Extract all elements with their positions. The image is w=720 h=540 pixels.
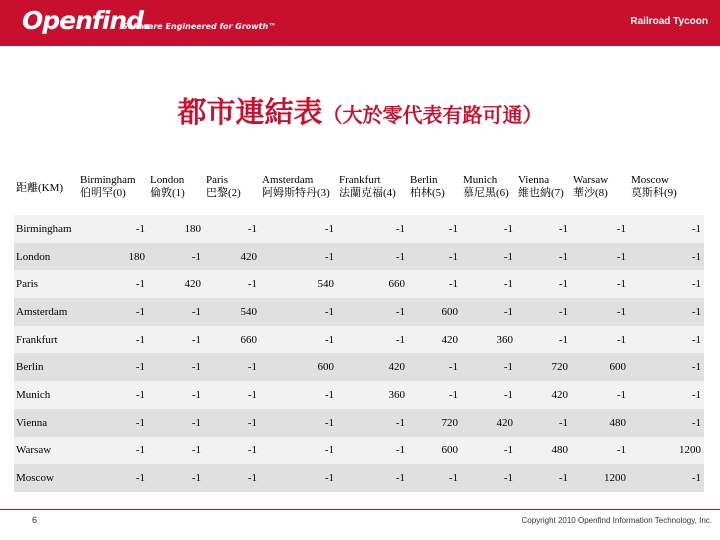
row-header-city: Amsterdam [14,298,78,326]
distance-cell: -1 [260,215,337,243]
distance-cell: -1 [148,353,204,381]
table-row [14,298,704,326]
distance-cell: -1 [337,326,408,354]
distance-cell: 180 [78,243,148,271]
distance-cell: 600 [408,298,461,326]
table-row [14,215,704,243]
distance-cell: -1 [629,353,704,381]
table-row [14,326,704,354]
column-header-zh: 華沙(8) [573,186,608,199]
distance-cell: -1 [408,381,461,409]
column-header-zh: 法蘭克福(4) [339,186,396,199]
copyright-text: Copyright 2010 Openfind Information Technology, Inc. [521,516,712,525]
table-body [14,215,704,492]
distance-cell: -1 [516,270,571,298]
column-header [571,158,629,215]
distance-cell: -1 [571,243,629,271]
distance-cell: 360 [461,326,516,354]
distance-cell: 540 [260,270,337,298]
distance-cell: -1 [337,215,408,243]
distance-cell: -1 [571,381,629,409]
row-header-city: Berlin [14,353,78,381]
distance-cell: -1 [461,215,516,243]
distance-cell: -1 [629,409,704,437]
distance-cell: 660 [204,326,260,354]
slide-title-main: 都市連結表 [177,95,323,129]
distance-cell: -1 [516,326,571,354]
row-header-city: Munich [14,381,78,409]
distance-cell: -1 [408,270,461,298]
distance-cell: -1 [148,298,204,326]
row-header-city: Frankfurt [14,326,78,354]
distance-cell: -1 [337,409,408,437]
city-distance-table [14,158,704,492]
distance-cell: 1200 [571,464,629,492]
distance-cell: -1 [516,409,571,437]
column-header [148,158,204,215]
distance-cell: -1 [408,353,461,381]
column-header [337,158,408,215]
distance-cell: -1 [148,381,204,409]
row-header-city: Birmingham [14,215,78,243]
distance-cell: -1 [204,464,260,492]
distance-cell: 420 [408,326,461,354]
distance-cell: -1 [461,243,516,271]
distance-cell: -1 [204,270,260,298]
table-row [14,409,704,437]
distance-cell: 420 [516,381,571,409]
column-header-zh: 維也納(7) [518,186,564,199]
distance-cell: -1 [204,381,260,409]
column-header [516,158,571,215]
distance-cell: 1200 [629,437,704,465]
distance-cell: -1 [260,298,337,326]
distance-cell: -1 [148,437,204,465]
column-header [629,158,704,215]
distance-cell: -1 [260,437,337,465]
distance-cell: -1 [78,298,148,326]
distance-cell: -1 [461,464,516,492]
distance-cell: -1 [629,270,704,298]
distance-cell: -1 [78,326,148,354]
slide-title [0,90,720,131]
distance-cell: -1 [516,298,571,326]
table-row [14,353,704,381]
distance-cell: 660 [337,270,408,298]
distance-cell: -1 [260,464,337,492]
distance-cell: -1 [78,437,148,465]
distance-cell: -1 [408,215,461,243]
distance-cell: -1 [204,215,260,243]
distance-cell: -1 [260,381,337,409]
distance-cell: 480 [571,409,629,437]
distance-cell: -1 [629,381,704,409]
distance-cell: -1 [571,270,629,298]
row-header-city: Moscow [14,464,78,492]
row-header-city: Vienna [14,409,78,437]
company-tagline: Software Engineered for Growth™ [122,22,277,31]
column-header-en: Warsaw [573,173,609,186]
distance-cell: 720 [516,353,571,381]
column-header [204,158,260,215]
table-row [14,437,704,465]
distance-cell: -1 [571,215,629,243]
distance-cell: -1 [571,298,629,326]
distance-cell: 420 [337,353,408,381]
distance-cell: -1 [571,326,629,354]
column-header-en: Amsterdam [262,173,314,186]
column-header-zh: 阿姆斯特丹(3) [262,186,330,199]
distance-cell: -1 [571,437,629,465]
distance-cell: -1 [78,464,148,492]
table-header-row [14,158,704,215]
distance-cell: 720 [408,409,461,437]
distance-cell: -1 [461,381,516,409]
distance-cell: -1 [629,243,704,271]
distance-cell: -1 [148,243,204,271]
page-number: 6 [32,515,38,525]
distance-cell: -1 [78,270,148,298]
distance-cell: -1 [260,326,337,354]
distance-cell: -1 [204,409,260,437]
corner-label: 距離(KM) [14,158,78,215]
distance-cell: 420 [148,270,204,298]
distance-cell: -1 [148,326,204,354]
distance-cell: -1 [516,464,571,492]
distance-cell: -1 [148,464,204,492]
column-header [260,158,337,215]
distance-cell: 600 [571,353,629,381]
distance-cell: 600 [408,437,461,465]
table-row [14,270,704,298]
column-header-zh: 柏林(5) [410,186,445,199]
distance-cell: -1 [260,409,337,437]
slide-title-sub: （大於零代表有路可通） [322,103,543,127]
distance-cell: 180 [148,215,204,243]
column-header-en: Paris [206,173,228,186]
distance-cell: -1 [461,437,516,465]
distance-cell: -1 [516,243,571,271]
column-header-zh: 莫斯科(9) [631,186,677,199]
distance-cell: -1 [337,243,408,271]
distance-cell: -1 [78,409,148,437]
column-header-en: Vienna [518,173,550,186]
table-row [14,381,704,409]
distance-cell: -1 [461,298,516,326]
distance-cell: 360 [337,381,408,409]
distance-cell: 420 [204,243,260,271]
presentation-title: Railroad Tycoon [630,16,708,27]
distance-cell: -1 [629,326,704,354]
distance-cell: -1 [148,409,204,437]
distance-cell: -1 [78,215,148,243]
column-header [78,158,148,215]
column-header [408,158,461,215]
distance-cell: -1 [337,298,408,326]
distance-cell: -1 [629,215,704,243]
column-header-zh: 巴黎(2) [206,186,241,199]
row-header-city: London [14,243,78,271]
distance-cell: -1 [337,437,408,465]
company-logo: Openfind. [22,6,152,35]
table-row [14,464,704,492]
distance-cell: -1 [629,464,704,492]
column-header-en: Berlin [410,173,438,186]
distance-cell: -1 [204,437,260,465]
distance-cell: -1 [461,270,516,298]
distance-cell: -1 [78,353,148,381]
distance-cell: 480 [516,437,571,465]
column-header-zh: 倫敦(1) [150,186,185,199]
distance-cell: -1 [78,381,148,409]
distance-cell: 600 [260,353,337,381]
row-header-city: Warsaw [14,437,78,465]
distance-cell: -1 [204,353,260,381]
column-header-en: Birmingham [80,173,136,186]
distance-cell: 540 [204,298,260,326]
column-header-zh: 慕尼黑(6) [463,186,509,199]
column-header-en: London [150,173,185,186]
table-row [14,243,704,271]
distance-cell: 420 [461,409,516,437]
distance-cell: -1 [408,464,461,492]
column-header-zh: 伯明罕(0) [80,186,126,199]
column-header-en: Frankfurt [339,173,381,186]
distance-cell: -1 [337,464,408,492]
column-header-en: Munich [463,173,498,186]
column-header-en: Moscow [631,173,669,186]
distance-cell: -1 [461,353,516,381]
distance-cell: -1 [629,298,704,326]
footer-divider [0,509,720,510]
row-header-city: Paris [14,270,78,298]
distance-cell: -1 [408,243,461,271]
distance-cell: -1 [260,243,337,271]
header-bar [0,0,720,46]
distance-cell: -1 [516,215,571,243]
column-header [461,158,516,215]
